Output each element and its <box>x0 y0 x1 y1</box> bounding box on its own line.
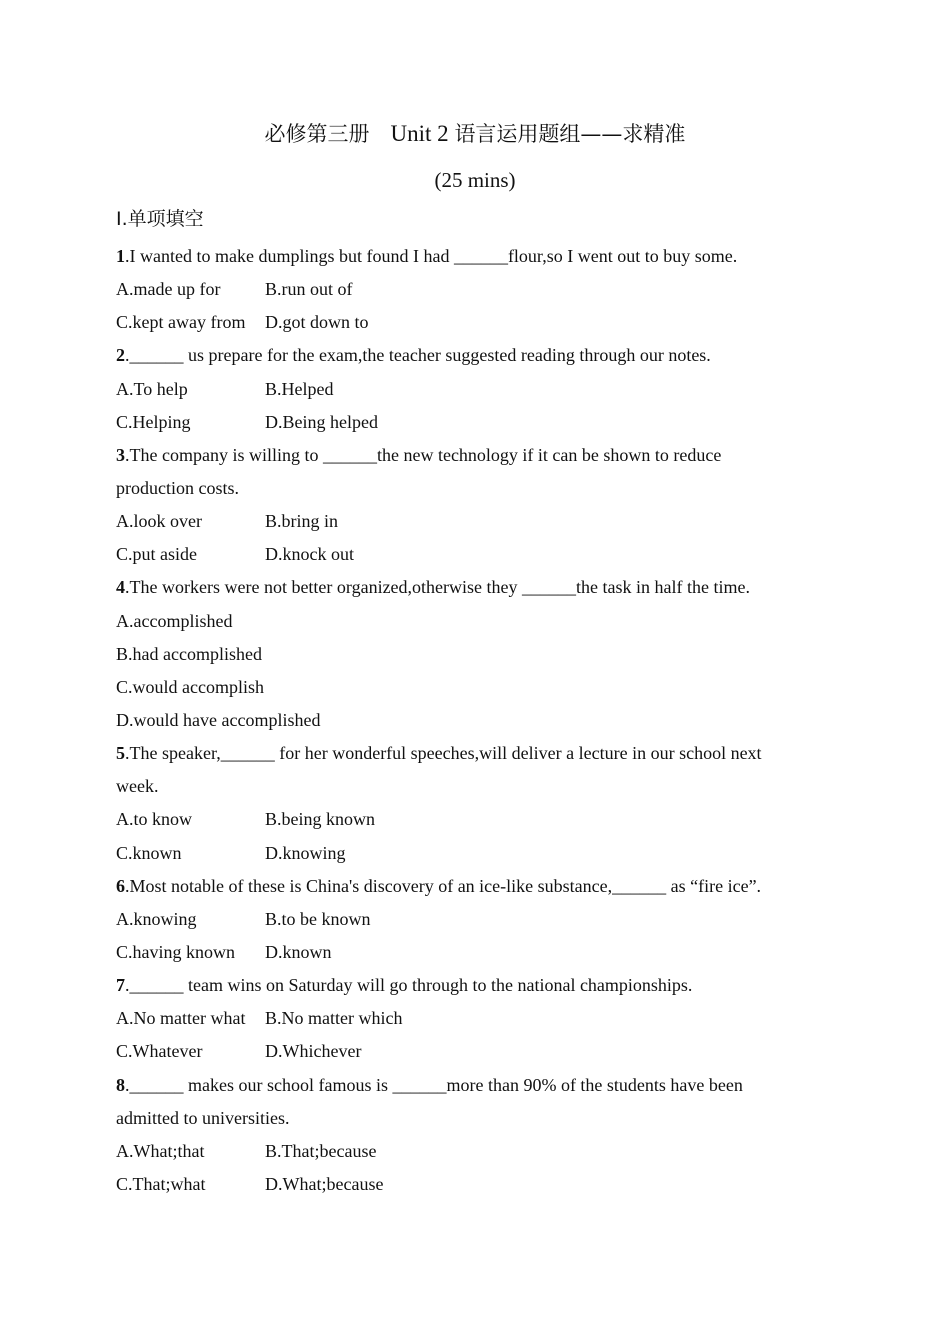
question-text: .______ us prepare for the exam,the teacher suggested reading through our notes. <box>125 345 711 366</box>
option-row <box>116 1135 816 1168</box>
question-text: week. <box>116 776 159 797</box>
question-text: .I wanted to make dumplings but found I had ______flour,so I went out to buy some. <box>125 246 738 266</box>
answer-option: D.Whichever <box>265 1041 362 1062</box>
question-stem-line <box>116 737 816 770</box>
title-unit: Unit 2 <box>390 121 455 146</box>
option-row <box>116 406 816 439</box>
section-title: Ⅰ.单项填空 <box>116 208 204 230</box>
question-stem-line <box>116 439 816 472</box>
answer-option: C.kept away from <box>116 312 246 333</box>
question-number: 3 <box>116 444 125 465</box>
answer-option: B.Helped <box>265 378 334 399</box>
option-row <box>116 903 816 936</box>
duration-label: (25 mins) <box>434 168 516 192</box>
answer-option: A.No matter what <box>116 1008 246 1029</box>
answer-option: B.had accomplished <box>116 643 262 664</box>
option-row <box>116 505 816 538</box>
option-row <box>116 671 816 704</box>
question-number: 4 <box>116 577 125 598</box>
option-row <box>116 803 816 836</box>
question-text: .______ team wins on Saturday will go through to the national championships. <box>125 975 693 996</box>
option-row <box>116 1002 816 1035</box>
answer-option: A.To help <box>116 378 188 399</box>
answer-option: A.to know <box>116 809 192 830</box>
option-row <box>116 1035 816 1068</box>
answer-option: B.No matter which <box>265 1008 403 1029</box>
answer-option: C.known <box>116 842 182 863</box>
question-stem-line <box>116 870 816 903</box>
option-row <box>116 605 816 638</box>
question-text: .Most notable of these is China's discovery of an ice-like substance,______ as “fire ice”. <box>125 875 762 896</box>
question-text: .______ makes our school famous is ______more than 90% of the students have been <box>125 1074 743 1095</box>
option-row <box>116 638 816 671</box>
question-stem-line <box>116 1102 816 1135</box>
answer-option: D.Being helped <box>265 411 378 432</box>
question-stem-line <box>116 472 816 505</box>
answer-option: C.put aside <box>116 544 197 565</box>
question-stem-line <box>116 571 816 604</box>
title-suffix: 语言运用题组——求精准 <box>454 122 686 146</box>
answer-option: B.bring in <box>265 511 339 532</box>
question-text: production costs. <box>116 477 239 498</box>
answer-option: C.would accomplish <box>116 676 264 697</box>
question-number: 7 <box>116 975 125 996</box>
option-row <box>116 306 816 339</box>
option-row <box>116 936 816 969</box>
question-list <box>116 240 816 1201</box>
answer-option: B.That;because <box>265 1140 377 1161</box>
answer-option: A.made up for <box>116 279 221 300</box>
option-row <box>116 373 816 406</box>
question-number: 5 <box>116 743 125 764</box>
question-number: 2 <box>116 345 125 366</box>
question-text: .The company is willing to ______the new technology if it can be shown to reduce <box>125 444 722 465</box>
answer-option: C.Whatever <box>116 1041 203 1062</box>
answer-option: B.being known <box>265 809 375 830</box>
answer-option: A.knowing <box>116 908 197 929</box>
option-row <box>116 538 816 571</box>
question-stem-line <box>116 969 816 1002</box>
question-number: 1 <box>116 246 125 266</box>
answer-option: C.Helping <box>116 411 191 432</box>
answer-option: D.What;because <box>265 1173 384 1194</box>
answer-option: D.would have accomplished <box>116 709 321 730</box>
answer-option: B.run out of <box>265 279 353 300</box>
option-row <box>116 837 816 870</box>
answer-option: A.What;that <box>116 1140 205 1161</box>
option-row <box>116 1168 816 1201</box>
question-text: .The speaker,______ for her wonderful speeches,will deliver a lecture in our school next <box>125 743 762 764</box>
answer-option: B.to be known <box>265 908 371 929</box>
question-stem-line <box>116 339 816 372</box>
question-text: admitted to universities. <box>116 1107 290 1128</box>
question-number: 8 <box>116 1074 125 1095</box>
question-text: .The workers were not better organized,otherwise they ______the task in half the time. <box>125 577 750 598</box>
question-stem-line <box>116 770 816 803</box>
answer-option: C.having known <box>116 941 235 962</box>
page-title <box>0 116 950 152</box>
option-row <box>116 704 816 737</box>
answer-option: A.accomplished <box>116 610 233 631</box>
question-stem-line <box>116 1069 816 1102</box>
answer-option: A.look over <box>116 511 202 532</box>
answer-option: C.That;what <box>116 1173 206 1194</box>
title-prefix: 必修第三册 <box>264 122 391 146</box>
question-stem-line <box>116 240 816 273</box>
answer-option: D.known <box>265 941 332 962</box>
option-row <box>116 273 816 306</box>
answer-option: D.got down to <box>265 312 369 333</box>
question-number: 6 <box>116 875 125 896</box>
answer-option: D.knowing <box>265 842 346 863</box>
answer-option: D.knock out <box>265 544 354 565</box>
